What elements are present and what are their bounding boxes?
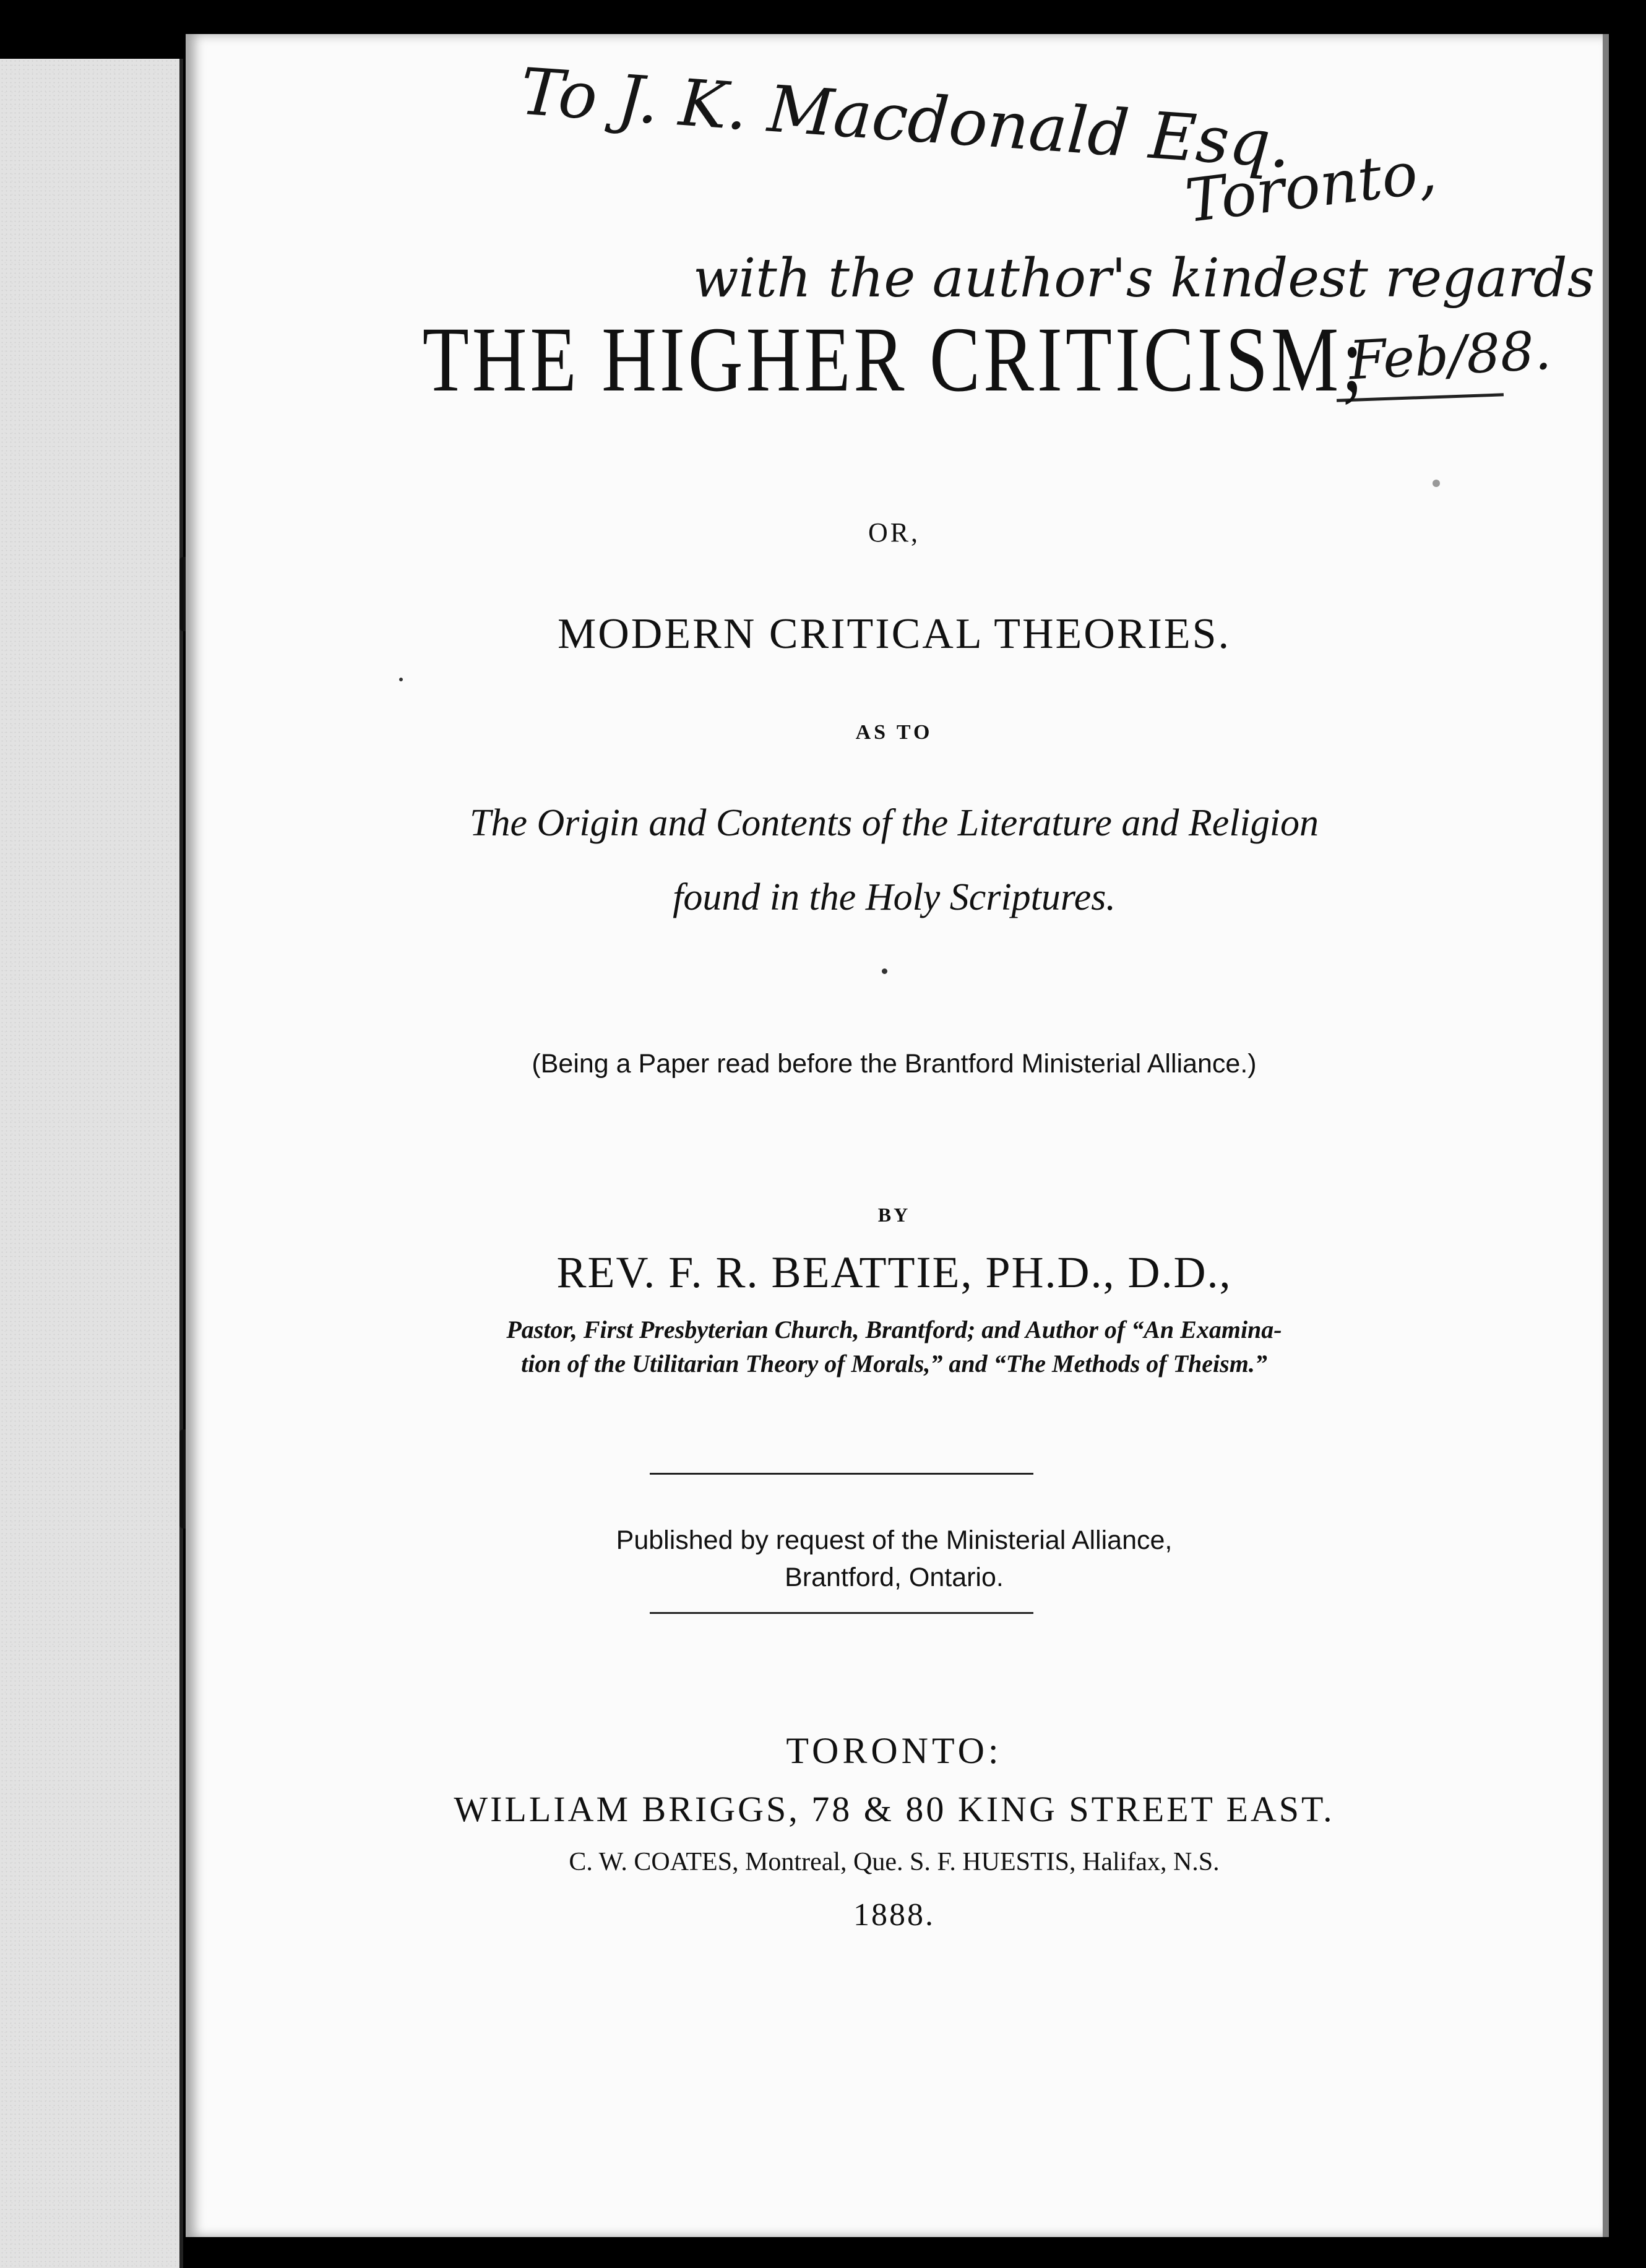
author-name: REV. F. R. BEATTIE, PH.D., D.D., [556,1248,1232,1297]
bottom-divider [650,1612,1033,1614]
author-description-2: tion of the Utilitarian Theory of Morals,” and “The Methods of Theism.” [521,1350,1267,1378]
subject-line-2: found in the Holy Scriptures. [673,876,1116,918]
inscription-line1: To J. K. Macdonald Esq. [518,53,1293,183]
subject-line-1: The Origin and Contents of the Literature and Religion [470,802,1319,844]
publication-note-1: Published by request of the Ministerial Alliance, [616,1525,1173,1555]
left-endpaper [0,59,183,2268]
ink-speck [882,968,887,974]
title-connector: OR, [868,517,921,548]
book-subtitle: MODERN CRITICAL THEORIES. [557,610,1231,658]
publication-year: 1888. [853,1897,935,1933]
as-to-label: AS TO [855,721,933,744]
ink-speck [399,678,403,681]
publication-note-2: Brantford, Ontario. [785,1563,1004,1592]
paper-note: (Being a Paper read before the Brantford Ministerial Alliance.) [532,1049,1257,1079]
inscription-date: Feb/88. [1347,319,1553,392]
ink-speck [1433,480,1440,487]
top-divider [650,1473,1033,1475]
inscription-place: Toronto, [1181,136,1441,236]
publisher-address: WILLIAM BRIGGS, 78 & 80 KING STREET EAST. [454,1789,1335,1829]
by-label: BY [877,1204,911,1226]
publication-city: TORONTO: [786,1730,1002,1771]
inscription-line2: with the author's kindest regards [693,248,1595,309]
author-description-1: Pastor, First Presbyterian Church, Brantford; and Author of “An Examina- [506,1316,1282,1343]
book-title: THE HIGHER CRITICISM; [422,308,1366,411]
agents-line: C. W. COATES, Montreal, Que. S. F. HUESTIS, Halifax, N.S. [569,1848,1220,1876]
title-page [186,34,1609,2237]
